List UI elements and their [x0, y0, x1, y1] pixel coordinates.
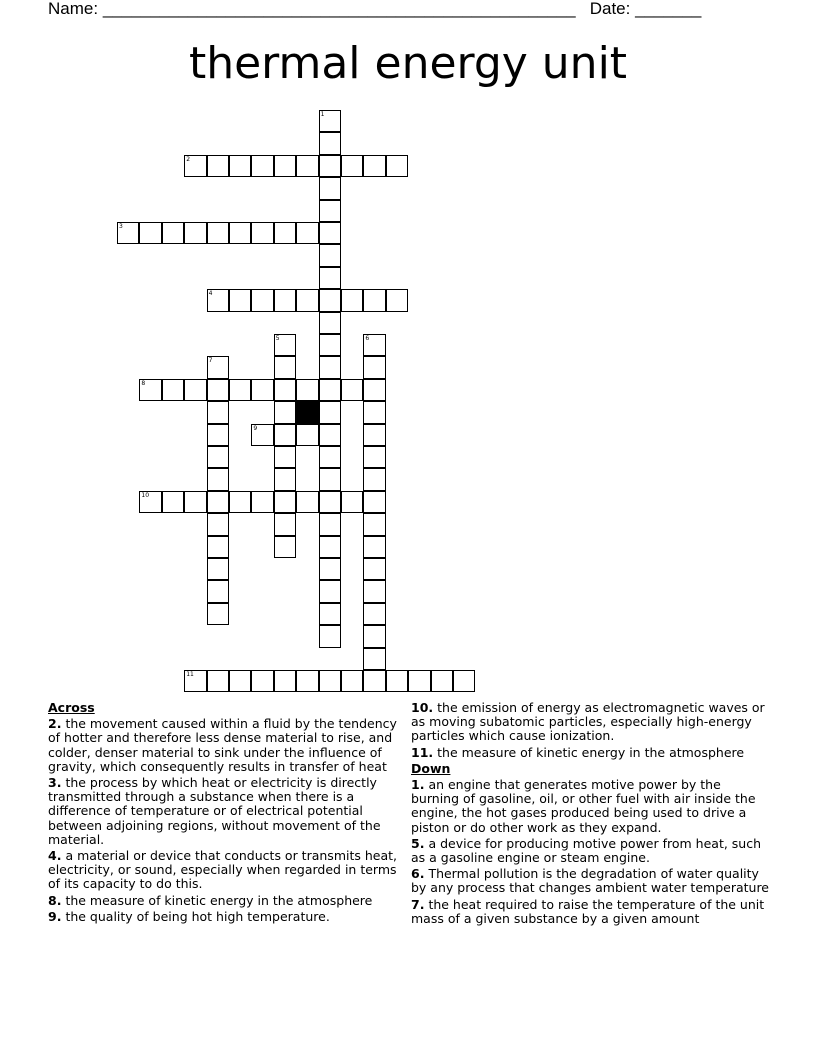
down-heading: Down	[411, 760, 451, 776]
clue-text: a device for producing motive power from heat, such as a gasoline engine or steam engine.	[411, 835, 762, 866]
grid-cell[interactable]	[229, 222, 251, 244]
cell-number: 10	[141, 491, 150, 499]
grid-cell[interactable]	[319, 110, 341, 132]
grid-cell[interactable]	[363, 625, 385, 647]
grid-cell[interactable]	[386, 289, 408, 311]
clue-down-5	[411, 837, 771, 865]
cell-number: 7	[208, 357, 213, 365]
grid-cell[interactable]	[319, 312, 341, 334]
grid-cell[interactable]	[296, 670, 318, 692]
grid-cell[interactable]	[319, 155, 341, 177]
date-label: Date:	[589, 0, 631, 18]
page-title: thermal energy unit	[188, 38, 628, 89]
grid-cell[interactable]	[274, 446, 296, 468]
cell-number: 3	[119, 223, 123, 230]
grid-cell[interactable]	[386, 155, 408, 177]
grid-cell[interactable]	[207, 401, 229, 423]
grid-cell[interactable]	[229, 155, 251, 177]
grid-cell[interactable]	[117, 222, 139, 244]
grid-cell[interactable]	[184, 155, 206, 177]
grid-cell[interactable]	[251, 289, 273, 311]
grid-cell[interactable]	[139, 491, 161, 513]
name-line[interactable]: __________________________________________________	[102, 0, 576, 18]
cell-number: 6	[365, 335, 370, 342]
grid-cell[interactable]	[274, 379, 296, 401]
clue-text: the heat required to raise the temperature of the unit mass of a given substance by a given amount	[411, 896, 765, 926]
grid-cell[interactable]	[207, 580, 229, 602]
grid-cell[interactable]	[363, 491, 385, 513]
clue-number: 9.	[48, 908, 62, 924]
grid-cell[interactable]	[363, 648, 385, 670]
grid-cell[interactable]	[319, 200, 341, 222]
grid-cell[interactable]	[319, 625, 341, 647]
grid-cell[interactable]	[207, 222, 229, 244]
grid-cell[interactable]	[319, 468, 341, 490]
clue-across-9	[48, 910, 400, 924]
grid-cell[interactable]	[207, 356, 229, 378]
clue-across-8	[48, 894, 400, 908]
grid-cell[interactable]	[207, 379, 229, 401]
grid-cell[interactable]	[274, 536, 296, 558]
grid-cell[interactable]	[319, 513, 341, 535]
clue-number: 5.	[411, 835, 425, 851]
grid-cell[interactable]	[319, 244, 341, 266]
grid-cell[interactable]	[251, 670, 273, 692]
clue-down-7	[411, 898, 771, 926]
grid-cell[interactable]	[363, 356, 385, 378]
clue-across-4	[48, 849, 400, 892]
clue-number: 4.	[48, 848, 62, 864]
grid-cell[interactable]	[363, 379, 385, 401]
clue-text: the process by which heat or electricity is directly transmitted through a substance when there is a difference of temperature or of electrical potential between adjoining regions, without movement of the material.	[48, 775, 381, 847]
grid-cell[interactable]	[319, 446, 341, 468]
grid-cell[interactable]	[274, 424, 296, 446]
grid-cell[interactable]	[162, 491, 184, 513]
grid-cell[interactable]	[274, 334, 296, 356]
grid-cell[interactable]	[251, 379, 273, 401]
grid-cell[interactable]	[363, 558, 385, 580]
grid-cell[interactable]	[207, 513, 229, 535]
grid-cell[interactable]	[319, 177, 341, 199]
grid-cell[interactable]	[162, 222, 184, 244]
grid-cell[interactable]	[319, 334, 341, 356]
clue-across-11	[411, 746, 771, 760]
grid-cell[interactable]	[386, 670, 408, 692]
cell-number: 5	[275, 335, 280, 342]
clue-number: 2.	[48, 716, 62, 732]
grid-cell[interactable]	[274, 513, 296, 535]
grid-cell[interactable]	[319, 603, 341, 625]
grid-cell[interactable]	[184, 379, 206, 401]
clue-text: a material or device that conducts or transmits heat, electricity, or sound, especially when regarded in terms of its capacity to do this.	[48, 848, 398, 892]
grid-cell[interactable]	[229, 670, 251, 692]
grid-cell[interactable]	[341, 289, 363, 311]
grid-cell[interactable]	[274, 356, 296, 378]
grid-cell[interactable]	[207, 468, 229, 490]
grid-cell[interactable]	[363, 401, 385, 423]
grid-cell[interactable]	[363, 468, 385, 490]
cell-number: 8	[141, 379, 146, 387]
grid-cell[interactable]	[274, 222, 296, 244]
clue-number: 6.	[411, 866, 425, 882]
name-label: Name:	[48, 0, 99, 18]
grid-cell[interactable]	[319, 267, 341, 289]
clue-number: 1.	[411, 777, 425, 793]
grid-cell[interactable]	[207, 670, 229, 692]
date-line[interactable]: _______	[635, 0, 702, 18]
grid-cell[interactable]	[341, 491, 363, 513]
grid-cell[interactable]	[319, 558, 341, 580]
clue-text: the quality of being hot high temperature.	[65, 908, 330, 924]
grid-cell[interactable]	[274, 491, 296, 513]
grid-cell[interactable]	[363, 334, 385, 356]
grid-cell[interactable]	[207, 558, 229, 580]
clue-text: the measure of kinetic energy in the atmosphere	[65, 892, 373, 908]
grid-cell[interactable]	[319, 132, 341, 154]
cell-number: 2	[186, 155, 191, 163]
across-heading: Across	[48, 700, 95, 715]
clue-number: 8.	[48, 892, 62, 908]
grid-cell[interactable]	[363, 513, 385, 535]
clue-text: an engine that generates motive power by the burning of gasoline, oil, or other fuel with air inside the engine, the hot gases produced being used to drive a piston or do other work as they expand.	[411, 777, 756, 835]
grid-cell[interactable]	[296, 155, 318, 177]
grid-cell[interactable]	[139, 379, 161, 401]
clue-text: Thermal pollution is the degradation of water quality by any process that changes ambient water temperature	[411, 866, 770, 896]
clue-down-6	[411, 867, 771, 895]
grid-cell[interactable]	[207, 424, 229, 446]
grid-cell[interactable]	[319, 670, 341, 692]
clue-across-10	[411, 701, 771, 744]
clue-across-3	[48, 776, 400, 847]
grid-cell[interactable]	[319, 580, 341, 602]
clue-number: 7.	[411, 896, 425, 912]
clue-text: the movement caused within a fluid by the tendency of hotter and therefore less dense material to rise, and colder, denser material to sink under the influence of gravity, which consequently results in transfer of heat	[48, 716, 397, 774]
clue-number: 10.	[411, 700, 434, 715]
grid-cell[interactable]	[251, 222, 273, 244]
grid-cell[interactable]	[431, 670, 453, 692]
clues-right-column	[411, 701, 771, 928]
grid-cell[interactable]	[207, 289, 229, 311]
grid-cell[interactable]	[251, 491, 273, 513]
grid-cell[interactable]	[296, 289, 318, 311]
grid-cell[interactable]	[319, 289, 341, 311]
clue-text: the emission of energy as electromagnetic waves or as moving subatomic particles, especially high-energy particles which cause ionization.	[411, 700, 765, 744]
grid-cell[interactable]	[363, 603, 385, 625]
grid-cell[interactable]	[363, 289, 385, 311]
grid-cell[interactable]	[363, 446, 385, 468]
grid-cell[interactable]	[319, 222, 341, 244]
grid-cell[interactable]	[229, 289, 251, 311]
grid-cell[interactable]	[251, 424, 273, 446]
grid-cell[interactable]	[363, 536, 385, 558]
cell-number: 9	[253, 424, 258, 432]
grid-cell[interactable]	[453, 670, 475, 692]
grid-cell[interactable]	[296, 424, 318, 446]
grid-cell[interactable]	[274, 401, 296, 423]
grid-cell[interactable]	[207, 603, 229, 625]
clues-left-column	[48, 701, 400, 926]
grid-cell[interactable]	[319, 401, 341, 423]
grid-cell[interactable]	[274, 468, 296, 490]
grid-cell[interactable]	[184, 670, 206, 692]
grid-cell[interactable]	[139, 222, 161, 244]
grid-cell[interactable]	[319, 536, 341, 558]
clue-number: 11.	[411, 744, 434, 760]
grid-cell[interactable]	[319, 379, 341, 401]
cell-number: 1	[320, 111, 325, 118]
blocked-cell	[296, 401, 318, 423]
grid-cell[interactable]	[296, 491, 318, 513]
grid-cell[interactable]	[363, 580, 385, 602]
grid-cell[interactable]	[274, 155, 296, 177]
grid-cell[interactable]	[319, 356, 341, 378]
grid-cell[interactable]	[341, 155, 363, 177]
grid-cell[interactable]	[319, 491, 341, 513]
grid-cell[interactable]	[207, 536, 229, 558]
grid-cell[interactable]	[229, 491, 251, 513]
grid-cell[interactable]	[207, 491, 229, 513]
clue-across-2	[48, 717, 400, 774]
grid-cell[interactable]	[184, 491, 206, 513]
grid-cell[interactable]	[341, 670, 363, 692]
cell-number: 11	[186, 671, 194, 678]
grid-cell[interactable]	[207, 446, 229, 468]
grid-cell[interactable]	[363, 155, 385, 177]
grid-cell[interactable]	[408, 670, 430, 692]
clue-number: 3.	[48, 775, 62, 791]
grid-cell[interactable]	[207, 155, 229, 177]
grid-cell[interactable]	[296, 222, 318, 244]
grid-cell[interactable]	[162, 379, 184, 401]
cell-number: 4	[208, 290, 213, 298]
clue-down-1	[411, 778, 771, 835]
clue-text: the measure of kinetic energy in the atmosphere	[437, 744, 745, 760]
grid-cell[interactable]	[251, 155, 273, 177]
grid-cell[interactable]	[274, 289, 296, 311]
grid-cell[interactable]	[229, 379, 251, 401]
grid-cell[interactable]	[296, 379, 318, 401]
grid-cell[interactable]	[363, 424, 385, 446]
grid-cell[interactable]	[274, 670, 296, 692]
grid-cell[interactable]	[319, 424, 341, 446]
grid-cell[interactable]	[363, 670, 385, 692]
grid-cell[interactable]	[184, 222, 206, 244]
grid-cell[interactable]	[341, 379, 363, 401]
